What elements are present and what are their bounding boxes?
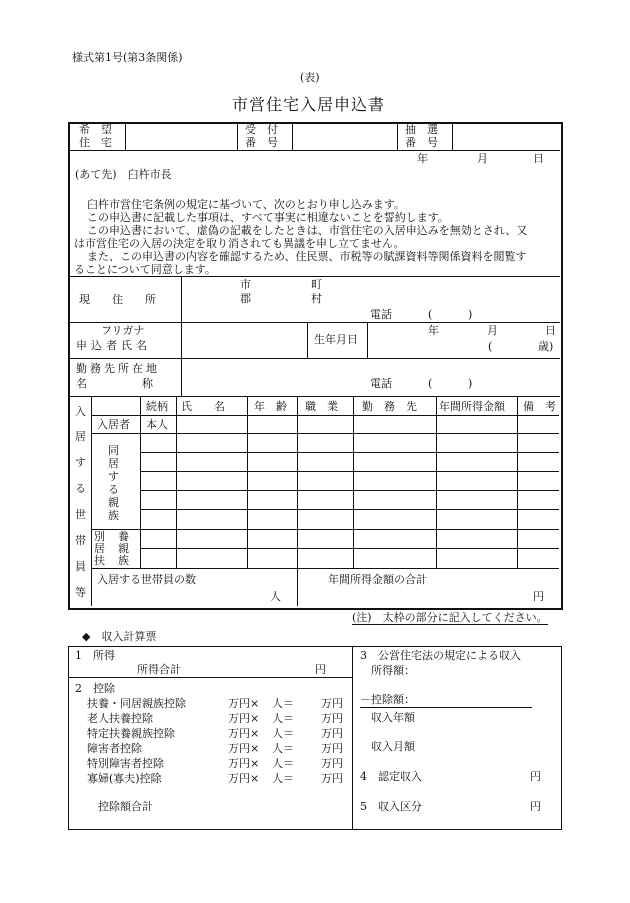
date-day: 日 (533, 152, 544, 165)
age-unit: 歳) (538, 340, 554, 353)
relation-self: 本人 (146, 418, 168, 431)
deduction-unit: 万円× (228, 712, 260, 725)
side-label: (表) (300, 71, 320, 84)
furigana-label: フリガナ (101, 324, 145, 337)
deduction-persons: 人＝ (272, 697, 294, 710)
declaration-line: は市営住宅の入居の決定を取り消されても異議を申し立てません。 (74, 237, 405, 250)
deduction-amount-unit: 万円 (321, 727, 343, 740)
deduction-item-label: 特別障害者控除 (87, 757, 164, 770)
deduction-amount-label: －控除額： (360, 694, 532, 708)
deduction-unit: 万円× (228, 757, 260, 770)
declaration-line: また、この申込書の内容を確認するため、住民票、市税等の賦課資料等関係資料を閲覧す (87, 250, 527, 263)
applicant-name-label: 申込者氏名 (76, 339, 151, 352)
deduction-amount-unit: 万円 (321, 772, 343, 785)
declaration-line: ることについて同意します。 (74, 263, 216, 276)
household-count-field[interactable] (93, 570, 295, 604)
deduction-item-label: 老人扶養控除 (87, 712, 153, 725)
deduction-amount-unit: 万円 (321, 697, 343, 710)
recognized-income-label: 4 認定収入 (360, 770, 422, 783)
declaration-line: この申込書に記載した事項は、すべて事実に相違ないことを誓約します。 (87, 211, 449, 224)
income-total-calc: 所得合計 (137, 663, 181, 676)
deduction-unit: 万円× (228, 772, 260, 785)
workplace-address-label: 勤務先所在地 (76, 362, 160, 375)
workplace-field[interactable] (183, 360, 558, 394)
lottery-number-label: 抽 選 (405, 123, 438, 136)
income-class-label: 5 収入区分 (360, 800, 422, 813)
deduction-persons: 人＝ (272, 727, 294, 740)
income-amount-label: 所得額： (371, 664, 415, 677)
deduction-persons: 人＝ (272, 757, 294, 770)
declaration-line: この申込書において、虚偽の記載をしたときは、市営住宅の入居申込みを無効とされ、又 (87, 224, 528, 237)
deduction-item-label: 寡婦(寡夫)控除 (87, 772, 162, 785)
column-annual-income: 年間所得金額 (439, 400, 505, 413)
household-side-label: 入 (75, 405, 86, 418)
income-total-field[interactable] (299, 570, 557, 604)
address-tel-label: 電話 (370, 308, 392, 321)
date-month: 月 (477, 152, 488, 165)
address-label: 現 住 所 (79, 293, 156, 306)
reception-number-label: 受 付 (245, 123, 278, 136)
desired-housing-field[interactable] (126, 124, 236, 149)
applicant-name-field[interactable] (183, 324, 305, 356)
deduction-amount-unit: 万円 (321, 742, 343, 755)
form-number: 様式第1号(第3条関係) (72, 51, 183, 64)
deduction-item-label: 特定扶養親族控除 (87, 727, 175, 740)
deduction-unit: 万円× (228, 727, 260, 740)
deduction-item-label: 障害者控除 (87, 742, 142, 755)
column-relation: 続柄 (146, 400, 168, 413)
column-occupation: 職 業 (305, 400, 338, 413)
deduction-unit: 万円× (228, 742, 260, 755)
address-field[interactable] (183, 278, 558, 320)
deduction-total: 控除額合計 (98, 800, 153, 813)
page-title: 市営住宅入居申込書 (232, 95, 386, 114)
reception-number-field[interactable] (293, 124, 396, 149)
household-count-label: 入居する世帯員の数 (97, 573, 196, 586)
lottery-number-field[interactable] (453, 124, 557, 149)
row-label-cohabiting: 同 (108, 444, 119, 457)
addressee: (あて先) 臼杵市長 (75, 168, 172, 181)
annual-income-label: 収入年額 (371, 711, 415, 724)
workplace-name-label: 名 称 (76, 377, 153, 390)
income-total-label: 年間所得金額の合計 (328, 573, 427, 586)
row-label-separate: 別 養 (94, 530, 130, 543)
row-label-applicant: 入居者 (97, 418, 130, 431)
column-remarks: 備 考 (523, 400, 556, 413)
deduction-amount-unit: 万円 (321, 712, 343, 725)
deduction-amount-unit: 万円 (321, 757, 343, 770)
deduction-persons: 人＝ (272, 742, 294, 755)
date-year: 年 (417, 152, 428, 165)
column-workplace: 勤 務 先 (362, 400, 417, 413)
section-deductions: 2 控除 (75, 682, 115, 695)
section-income: 1 所得 (75, 649, 115, 662)
column-age: 年 齢 (254, 400, 287, 413)
deduction-persons: 人＝ (272, 772, 294, 785)
deduction-persons: 人＝ (272, 712, 294, 725)
section-public-housing-income: 3 公営住宅法の規定による収入 (360, 649, 521, 662)
birthdate-label: 生年月日 (314, 333, 358, 346)
birthdate-field[interactable] (369, 324, 558, 356)
fill-note: (注) 太枠の部分に記入してください。 (352, 611, 548, 624)
column-name: 氏 名 (181, 400, 225, 413)
monthly-income-label: 収入月額 (371, 740, 415, 753)
declaration-line: 臼杵市営住宅条例の規定に基づいて、次のとおり申し込みます。 (87, 198, 405, 211)
desired-housing-label: 希 望 (79, 123, 112, 136)
deduction-item-label: 扶養・同居親族控除 (87, 697, 186, 710)
income-calc-title: ◆ 収入計算票 (82, 630, 157, 643)
deduction-unit: 万円× (228, 697, 260, 710)
